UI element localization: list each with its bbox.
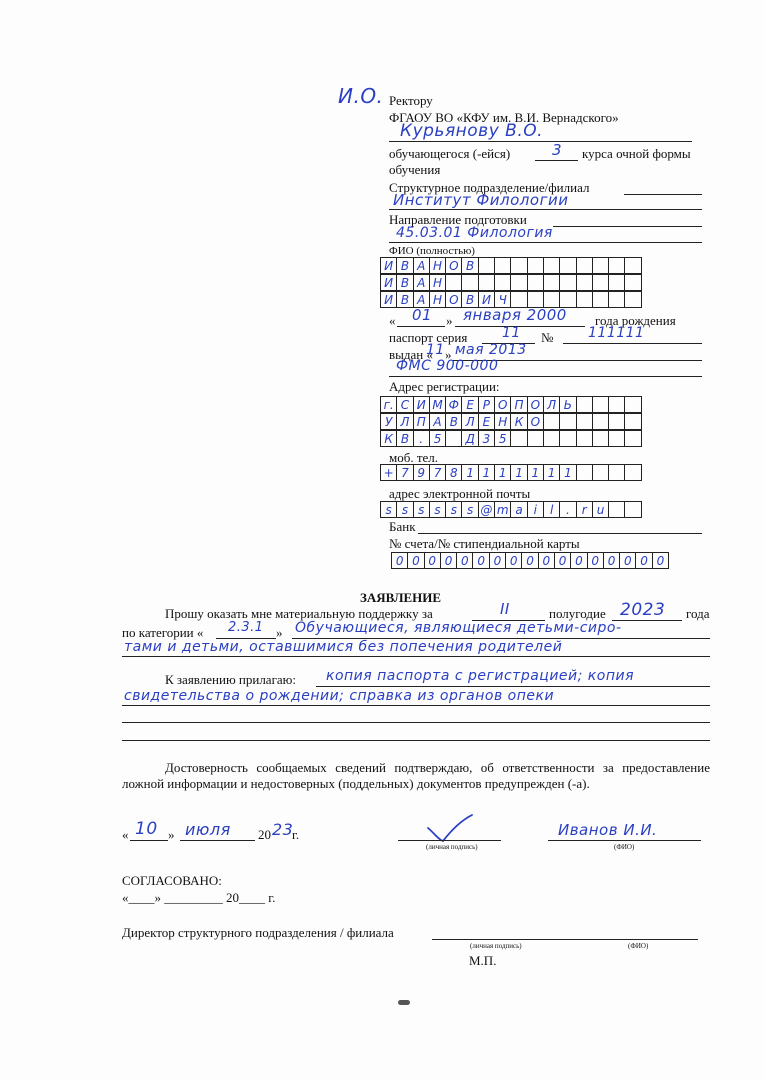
sign-day-line: [130, 840, 168, 841]
address-row2-cell: [577, 413, 593, 430]
fio-surname-cell: [609, 257, 625, 274]
director-signature-caption: (личная подпись): [470, 942, 522, 950]
birth-suffix: года рождения: [595, 313, 676, 328]
address-row2-cell: У: [381, 413, 397, 430]
fio-patronymic-cell: [609, 291, 625, 308]
division-label: Структурное подразделение/филиал: [389, 180, 590, 195]
fio-surname-cell: В: [397, 257, 413, 274]
email-cell: m: [495, 501, 511, 518]
fio-surname-cell: [577, 257, 593, 274]
address-label: Адрес регистрации:: [389, 379, 500, 394]
address-row2-cell: Н: [495, 413, 511, 430]
address-row3-cell: [625, 430, 641, 447]
io-mark: И.О.: [338, 84, 384, 108]
address-row2-cell: К: [511, 413, 527, 430]
phone-cell: 1: [560, 464, 576, 481]
birth-day: 01: [412, 306, 433, 324]
support-year-line: [612, 620, 682, 621]
fio-name-grid: [380, 274, 642, 291]
stamp-label: М.П.: [469, 953, 497, 968]
address-row2-cell: П: [414, 413, 430, 430]
phone-cell: 1: [511, 464, 527, 481]
passport-issued-day: 11: [426, 342, 445, 358]
address-row1-cell: [625, 396, 641, 413]
category-text-1: Обучающиеся, являющиеся детьми-сиро-: [295, 620, 622, 636]
fio-name-cell: [544, 274, 560, 291]
address-row1-cell: О: [528, 396, 544, 413]
birth-day-line: [397, 326, 445, 327]
sign-open-quote: «: [122, 827, 129, 842]
email-cell: s: [381, 501, 397, 518]
email-cell: s: [462, 501, 478, 518]
fio-name-cell: [446, 274, 462, 291]
account-cell: 0: [506, 552, 522, 569]
fio-name-cell: [495, 274, 511, 291]
email-cell: @: [479, 501, 495, 518]
email-cell: s: [446, 501, 462, 518]
attach-line-1: [316, 686, 710, 687]
passport-issued-label: выдан «: [389, 347, 433, 362]
rector-name-line: [389, 141, 692, 142]
support-line-c: года: [686, 606, 710, 621]
category-code: 2.3.1: [228, 620, 264, 635]
birth-close-quote: »: [446, 313, 453, 328]
phone-cell: [625, 464, 641, 481]
address-row2-cell: [609, 413, 625, 430]
email-cell: i: [528, 501, 544, 518]
fio-surname-cell: [528, 257, 544, 274]
account-cell: 0: [653, 552, 669, 569]
address-row3-cell: В: [397, 430, 413, 447]
fio-name-cell: Н: [430, 274, 446, 291]
course-label-2: обучения: [389, 162, 441, 177]
account-label: № счета/№ стипендиальной карты: [389, 536, 580, 551]
fio-patronymic-cell: [593, 291, 609, 308]
fio-surname-cell: [593, 257, 609, 274]
division-label-line: [624, 194, 702, 195]
fio-patronymic-cell: О: [446, 291, 462, 308]
sign-fio-line: [548, 840, 701, 841]
account-cell: 0: [473, 552, 489, 569]
attach-line-3: [122, 722, 710, 723]
attach-line-2: [122, 705, 710, 706]
approval-agreed: СОГЛАСОВАНО:: [122, 873, 222, 888]
fio-surname-cell: Н: [430, 257, 446, 274]
fio-surname-cell: [479, 257, 495, 274]
fio-patronymic-cell: И: [479, 291, 495, 308]
fio-name-cell: [577, 274, 593, 291]
account-cell: 0: [636, 552, 652, 569]
direction-value-line: [389, 242, 702, 243]
address-row3-cell: .: [414, 430, 430, 447]
fio-surname-cell: [625, 257, 641, 274]
direction-value: 45.03.01 Филология: [396, 225, 553, 241]
fio-name-cell: [593, 274, 609, 291]
sign-year-suffix: 23: [272, 820, 294, 839]
phone-cell: [577, 464, 593, 481]
sign-year-end: г.: [292, 827, 300, 842]
account-cell: 0: [571, 552, 587, 569]
phone-cell: [593, 464, 609, 481]
address-row2-cell: Е: [479, 413, 495, 430]
university-name: ФГАОУ ВО «КФУ им. В.И. Вернадского»: [389, 110, 619, 125]
address-row3-cell: К: [381, 430, 397, 447]
bank-label: Банк: [389, 519, 416, 534]
phone-cell: 8: [446, 464, 462, 481]
fio-patronymic-cell: В: [462, 291, 478, 308]
address-row1-cell: Л: [544, 396, 560, 413]
address-grid-row3: [380, 430, 642, 447]
email-grid: [380, 501, 642, 518]
statement-heading: ЗАЯВЛЕНИЕ: [360, 590, 442, 605]
fio-name-cell: В: [397, 274, 413, 291]
fio-patronymic-cell: В: [397, 291, 413, 308]
fio-surname-cell: В: [462, 257, 478, 274]
support-line-a: Прошу оказать мне материальную поддержку за: [165, 606, 433, 621]
email-cell: s: [430, 501, 446, 518]
director-fio-caption: (ФИО): [628, 942, 649, 950]
address-row3-cell: [544, 430, 560, 447]
sign-month: июля: [185, 820, 231, 839]
direction-label-line: [553, 226, 702, 227]
address-row2-cell: [625, 413, 641, 430]
fio-surname-cell: А: [414, 257, 430, 274]
address-row2-cell: В: [446, 413, 462, 430]
email-cell: s: [397, 501, 413, 518]
email-cell: [625, 501, 641, 518]
email-cell: .: [560, 501, 576, 518]
address-row1-cell: Е: [462, 396, 478, 413]
address-row2-cell: [593, 413, 609, 430]
phone-cell: 7: [397, 464, 413, 481]
fio-surname-cell: [560, 257, 576, 274]
account-cell: 0: [620, 552, 636, 569]
address-row3-cell: [560, 430, 576, 447]
attach-text-2: свидетельства о рождении; справка из органов опеки: [124, 688, 555, 704]
address-row1-cell: Ф: [446, 396, 462, 413]
fio-surname-grid: [380, 257, 642, 274]
phone-cell: [609, 464, 625, 481]
address-row3-cell: [511, 430, 527, 447]
address-row3-cell: [609, 430, 625, 447]
address-row1-cell: г.: [381, 396, 397, 413]
sign-fio-caption: (ФИО): [614, 843, 635, 851]
fio-surname-cell: О: [446, 257, 462, 274]
fio-surname-cell: [495, 257, 511, 274]
address-row3-cell: [577, 430, 593, 447]
account-cell: 0: [522, 552, 538, 569]
account-cell: 0: [604, 552, 620, 569]
fio-patronymic-cell: Н: [430, 291, 446, 308]
signature-line: [398, 840, 501, 841]
passport-issued-by-line: [389, 376, 702, 377]
address-row1-cell: С: [397, 396, 413, 413]
account-cell: 0: [588, 552, 604, 569]
fio-name-cell: И: [381, 274, 397, 291]
address-row3-cell: 5: [430, 430, 446, 447]
address-row2-cell: А: [430, 413, 446, 430]
support-year-value: 2023: [620, 600, 666, 620]
director-label: Директор структурного подразделения / филиала: [122, 925, 394, 940]
address-row1-cell: П: [511, 396, 527, 413]
phone-grid: [380, 464, 642, 481]
fio-name-cell: А: [414, 274, 430, 291]
phone-cell: 7: [430, 464, 446, 481]
address-grid-row1: [380, 396, 642, 413]
passport-series-label: паспорт серия: [389, 330, 468, 345]
address-row1-cell: И: [414, 396, 430, 413]
fio-name-cell: [511, 274, 527, 291]
half-year-value: II: [500, 600, 510, 618]
director-line: [432, 939, 698, 940]
passport-number-value: 111111: [588, 325, 645, 341]
fio-patronymic-cell: [625, 291, 641, 308]
fio-label: ФИО (полностью): [389, 245, 475, 257]
fio-surname-cell: [511, 257, 527, 274]
address-row3-cell: [593, 430, 609, 447]
phone-cell: 1: [462, 464, 478, 481]
phone-cell: 1: [479, 464, 495, 481]
birth-open-quote: «: [389, 313, 396, 328]
email-cell: [609, 501, 625, 518]
bank-line: [418, 533, 702, 534]
sign-day: 10: [135, 819, 158, 839]
direction-label: Направление подготовки: [389, 212, 527, 227]
support-line-b: полугодие: [549, 606, 606, 621]
address-row1-cell: [577, 396, 593, 413]
category-close: »: [276, 625, 283, 640]
account-cell: 0: [392, 552, 408, 569]
passport-number-label: №: [541, 330, 554, 345]
phone-cell: 1: [528, 464, 544, 481]
address-row3-cell: 3: [479, 430, 495, 447]
address-row2-cell: [544, 413, 560, 430]
account-cell: 0: [425, 552, 441, 569]
passport-issued-close: »: [445, 347, 452, 362]
attach-label: К заявлению прилагаю:: [165, 672, 297, 687]
email-cell: l: [544, 501, 560, 518]
address-row1-cell: [593, 396, 609, 413]
account-cell: 0: [490, 552, 506, 569]
phone-label: моб. тел.: [389, 450, 439, 465]
email-cell: a: [511, 501, 527, 518]
approval-date-line: «____» _________ 20____ г.: [122, 890, 276, 905]
address-row1-cell: О: [495, 396, 511, 413]
passport-number-line: [563, 343, 702, 344]
category-label: по категории «: [122, 625, 204, 640]
phone-cell: +: [381, 464, 397, 481]
division-value-line: [389, 209, 702, 210]
category-text-line-2: [122, 656, 710, 657]
signature-caption: (личная подпись): [426, 843, 478, 851]
fio-name-cell: [625, 274, 641, 291]
address-row1-cell: Р: [479, 396, 495, 413]
fio-name-cell: [560, 274, 576, 291]
address-row3-cell: Д: [462, 430, 478, 447]
sign-fio-value: Иванов И.И.: [558, 821, 658, 839]
address-row3-cell: 5: [495, 430, 511, 447]
fio-name-cell: [462, 274, 478, 291]
division-value: Институт Филологии: [393, 191, 569, 209]
sign-month-line: [180, 840, 255, 841]
email-label: адрес электронной почты: [389, 486, 531, 501]
email-cell: u: [593, 501, 609, 518]
sign-year-prefix: 20: [258, 827, 271, 842]
address-grid-row2: [380, 413, 642, 430]
fio-name-cell: [528, 274, 544, 291]
phone-cell: 9: [414, 464, 430, 481]
recipient-title: Ректору: [389, 93, 433, 108]
fio-surname-cell: И: [381, 257, 397, 274]
address-row1-cell: М: [430, 396, 446, 413]
address-row1-cell: Ь: [560, 396, 576, 413]
student-label: обучающегося (-ейся): [389, 146, 511, 161]
account-grid: [391, 552, 669, 569]
phone-cell: 1: [495, 464, 511, 481]
account-cell: 0: [408, 552, 424, 569]
passport-issued-date: мая 2013: [455, 342, 527, 358]
fio-patronymic-cell: [577, 291, 593, 308]
fio-patronymic-cell: Ч: [495, 291, 511, 308]
account-cell: 0: [555, 552, 571, 569]
phone-cell: 1: [544, 464, 560, 481]
address-row1-cell: [609, 396, 625, 413]
fio-name-cell: [609, 274, 625, 291]
account-cell: 0: [539, 552, 555, 569]
fio-name-cell: [479, 274, 495, 291]
fio-patronymic-cell: А: [414, 291, 430, 308]
email-cell: r: [577, 501, 593, 518]
fio-surname-cell: [544, 257, 560, 274]
address-row3-cell: [446, 430, 462, 447]
confirm-text: Достоверность сообщаемых сведений подтверждаю, об ответственности за предоставление ложной информации и недостоверных (поддельных) документов предупрежден (-а).: [122, 760, 710, 791]
course-label-1: курса очной формы: [582, 146, 691, 161]
email-cell: s: [414, 501, 430, 518]
fio-patronymic-cell: И: [381, 291, 397, 308]
passport-series-value: 11: [502, 325, 521, 341]
course-number: 3: [552, 141, 563, 159]
address-row2-cell: [560, 413, 576, 430]
sign-close-quote: »: [168, 827, 175, 842]
attach-line-4: [122, 740, 710, 741]
address-row2-cell: О: [528, 413, 544, 430]
scan-speck: [398, 1000, 410, 1005]
address-row3-cell: [528, 430, 544, 447]
course-number-line: [535, 160, 578, 161]
account-cell: 0: [457, 552, 473, 569]
rector-name: Курьянову В.О.: [400, 121, 544, 141]
passport-issued-by: ФМС 900-000: [396, 358, 499, 374]
attach-text-1: копия паспорта с регистрацией; копия: [326, 668, 634, 684]
account-cell: 0: [441, 552, 457, 569]
birth-month-year: января 2000: [463, 306, 567, 324]
address-row2-cell: Л: [462, 413, 478, 430]
category-text-2: тами и детьми, оставшимися без попечения родителей: [124, 639, 563, 655]
address-row2-cell: Л: [397, 413, 413, 430]
